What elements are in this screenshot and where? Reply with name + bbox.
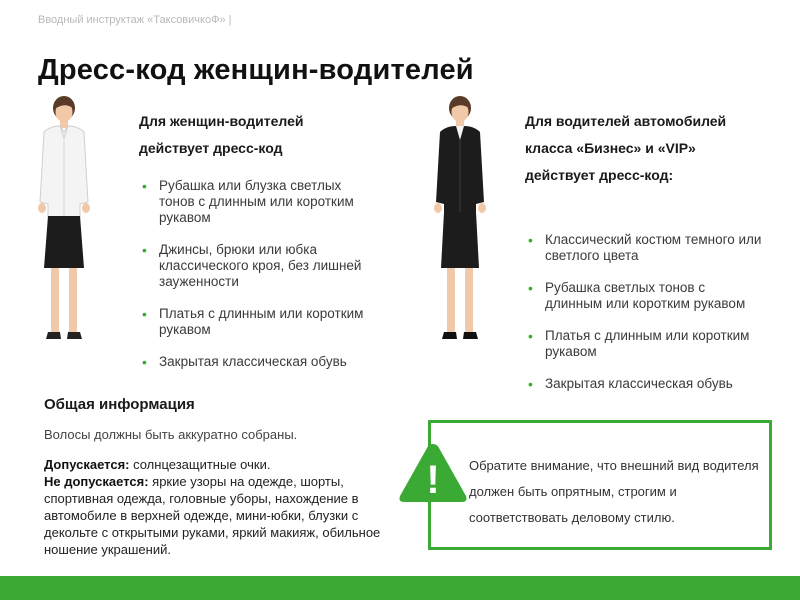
- left-column-intro: Для женщин-водителей действует дресс-код: [139, 113, 304, 156]
- list-item: • Платья с длинным или коротким рукавом: [140, 306, 375, 338]
- page-title: Дресс-код женщин-водителей: [38, 54, 474, 86]
- notice-text: Обратите внимание, что внешний вид водителя должен быть опрятным, строгим и соответствовать деловому стилю.: [469, 458, 759, 525]
- warning-icon: [397, 440, 469, 506]
- list-item: • Рубашка или блузка светлых тонов с длинным или коротким рукавом: [140, 178, 375, 226]
- list-item: • Классический костюм темного или светлого цвета: [526, 232, 766, 264]
- footer-bar: [0, 576, 800, 600]
- list-item: • Закрытая классическая обувь: [526, 376, 766, 392]
- allowed-forbidden-rules: [44, 456, 389, 558]
- list-item: • Рубашка светлых тонов с длинным или коротким рукавом: [526, 280, 766, 312]
- left-dress-code-list: [140, 178, 375, 386]
- hair-rule: Волосы должны быть аккуратно собраны.: [44, 427, 298, 442]
- right-column-intro: Для водителей автомобилей класса «Бизнес» и «VIP» действует дресс-код:: [525, 113, 727, 183]
- forbidden-label: Не допускается:: [44, 474, 149, 489]
- right-dress-code-list: [526, 232, 766, 408]
- general-info-title: Общая информация: [44, 396, 195, 413]
- list-item: • Закрытая классическая обувь: [140, 354, 375, 370]
- woman-white-blouse-icon: [30, 92, 98, 348]
- allowed-label: Допускается:: [44, 457, 130, 472]
- warning-symbol: !: [426, 458, 440, 502]
- forbidden-text: яркие узоры на одежде, шорты, спортивная одежда, головные уборы, нахождение в автомобиле в верхней одежде, мини-юбки, блузки с декольте с открытыми руками, яркий макияж, обильное ношение украшений.: [44, 474, 381, 557]
- list-item: • Платья с длинным или коротким рукавом: [526, 328, 766, 360]
- allowed-text: солнцезащитные очки.: [129, 457, 271, 472]
- breadcrumb: Вводный инструктаж «ТаксовичкоФ» |: [38, 14, 232, 26]
- list-item: • Джинсы, брюки или юбка классического кроя, без лишней зауженности: [140, 242, 375, 290]
- woman-black-suit-icon: [426, 92, 494, 348]
